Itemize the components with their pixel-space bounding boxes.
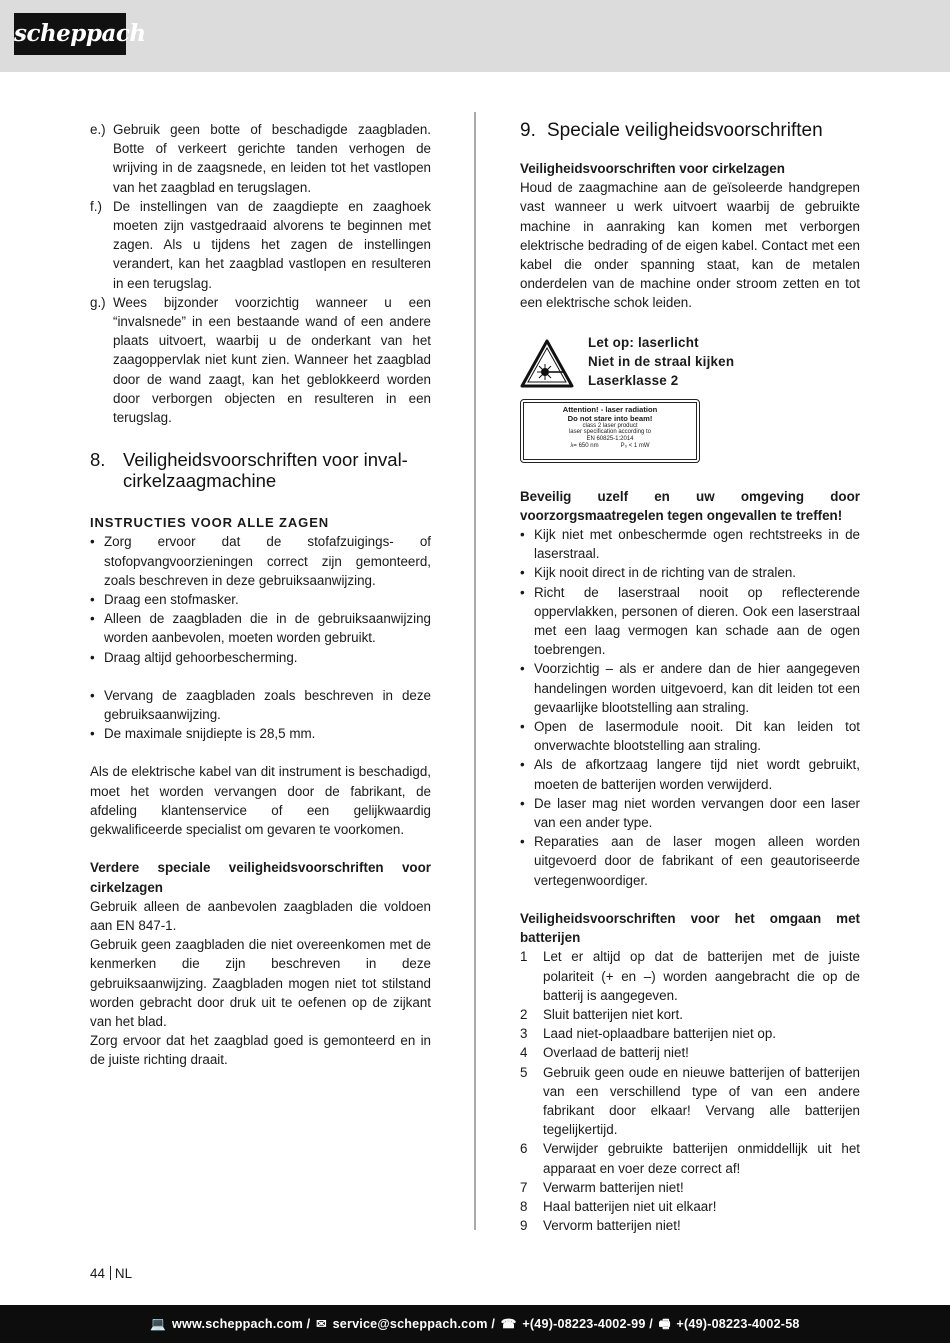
list-item: [90, 120, 431, 197]
mail-icon: ✉: [316, 1317, 327, 1331]
list-item-text: Vervorm batterijen niet!: [543, 1218, 681, 1234]
laser-label-line: Do not stare into beam!: [567, 413, 653, 423]
laser-power: P₀ < 1 mW: [620, 443, 650, 450]
list-item-text: Reparaties aan de laser mogen alleen worden uitgevoerd door de fabrikant of een geautoriseerde vertegenwoordiger.: [534, 834, 860, 888]
list-item-text: Richt de laserstraal nooit op reflecterende oppervlakken, personen of dieren. Ook een laserstraal met een laag vermogen kan schade aan de ogen toebrengen.: [534, 584, 860, 658]
list-item-number: 1: [520, 949, 528, 965]
list-item: • De maximale snijdiepte is 28,5 mm.: [90, 724, 431, 743]
list-item-text: Gebruik geen botte of beschadigde zaagbladen. Botte of verkeert gerichte tanden verhogen de wrijving in de zaagsnede, en leiden tot het vastlopen van het zaagblad en terugslagen.: [113, 122, 431, 195]
list-item: • Open de lasermodule nooit. Dit kan leiden tot onverwachte blootstelling aan straling.: [520, 717, 860, 755]
instructions-heading: INSTRUCTIES VOOR ALLE ZAGEN: [90, 515, 330, 531]
list-item-text: Open de lasermodule nooit. Dit kan leiden tot onverwachte blootstelling aan straling.: [534, 719, 860, 754]
list-item: • Kijk nooit direct in de richting van de stralen.: [520, 563, 860, 582]
section-9-heading: [520, 120, 860, 141]
list-item: • Draag een stofmasker.: [90, 590, 431, 609]
list-item: [520, 1005, 860, 1024]
list-item: • Als de afkortzaag langere tijd niet wordt gebruikt, moeten de batterijen worden verwijderd.: [520, 755, 860, 793]
laser-warning-line: Laserklasse 2: [588, 372, 679, 388]
page-number: [90, 1265, 132, 1283]
list-item: [520, 1139, 860, 1177]
laser-warning-line: Niet in de straal kijken: [588, 353, 735, 369]
laser-label-line: EN 60825-1:2014: [586, 436, 634, 443]
list-item-text: Overlaad de batterij niet!: [543, 1045, 689, 1061]
list-item-number: 2: [520, 1006, 528, 1022]
laser-label: [520, 399, 700, 463]
list-item: [520, 1063, 860, 1140]
bullet-list: [90, 532, 431, 666]
list-item: [520, 1178, 860, 1197]
list-item-text: Laad niet-oplaadbare batterijen niet op.: [543, 1026, 777, 1042]
list-item-number: 9: [520, 1218, 528, 1234]
laser-warning-text: [588, 333, 734, 390]
further-paragraph-2: Gebruik geen zaagbladen die niet overeenkomen met de kenmerken die zijn beschreven in deze gebruiksaanwijzing. Zaagbladen mogen niet tot stilstand worden gebracht door druk uit te oefenen op de zijkant van het blad.: [90, 937, 431, 1029]
list-item-text: De maximale snijdiepte is 28,5 mm.: [104, 726, 316, 742]
bullet-list: [520, 525, 860, 890]
laser-label-line: Attention! - laser radiation: [562, 404, 658, 414]
list-item: [520, 947, 860, 1005]
list-item-label: g.): [90, 294, 106, 310]
header-bar: [0, 0, 950, 72]
left-column: [90, 120, 431, 1070]
lettered-list: [90, 120, 431, 427]
list-item-text: Draag altijd gehoorbescherming.: [104, 649, 298, 665]
section-number: 9.: [520, 120, 536, 141]
list-item-text: Vervang de zaagbladen zoals beschreven in deze gebruiksaanwijzing.: [104, 687, 431, 723]
list-item-number: 6: [520, 1141, 528, 1157]
list-item-text: Zorg ervoor dat de stofafzuigings- of stofopvangvoorzieningen correct zijn gemonteerd, zoals beschreven in deze gebruiksaanwijzing.: [104, 534, 431, 588]
list-item: • Zorg ervoor dat de stofafzuigings- of stofopvangvoorzieningen correct zijn gemonteerd, zoals beschreven in deze gebruiksaanwijzing.: [90, 532, 431, 590]
list-item: [520, 1216, 860, 1235]
list-item-text: De laser mag niet worden vervangen door een laser van een ander type.: [534, 795, 860, 831]
cable-paragraph: Als de elektrische kabel van dit instrument is beschadigd, moet het worden vervangen door de fabrikant, de afdeling klantenservice of een gelijkwaardig gekwalificeerde specialist om gevaren te voorkomen.: [90, 764, 431, 838]
section-8-heading: [90, 449, 431, 491]
list-item: • Kijk niet met onbeschermde ogen rechtstreeks in de laserstraal.: [520, 525, 860, 563]
protect-heading: Beveilig uzelf en uw omgeving door voorzorgsmaatregelen tegen ongevallen te treffen!: [520, 488, 860, 523]
fax-icon: 🖷: [658, 1317, 671, 1331]
battery-heading: Veiligheidsvoorschriften voor het omgaan met batterijen: [520, 910, 860, 946]
list-item: • Reparaties aan de laser mogen alleen worden uitgevoerd door de fabrikant of een geautoriseerde vertegenwoordiger.: [520, 832, 860, 890]
list-item-text: Haal batterijen niet uit elkaar!: [543, 1198, 717, 1214]
list-item-text: Wees bijzonder voorzichtig wanneer u een “invalsnede” in een bestaande wand of een andere plaats uitvoert, waarbij u de onderkant van het zaagoppervlak niet kunt zien. Wanneer het zaagblad door de wand zaagt, kan het geblokkeerd worden door verborgen objecten en resulteren in een terugslag.: [113, 294, 431, 426]
laser-wavelength: λ= 650 nm: [570, 443, 599, 450]
list-item-text: Kijk nooit direct in de richting van de stralen.: [534, 565, 797, 581]
list-item: • Voorzichtig – als er andere dan de hier aangegeven handelingen worden uitgevoerd, kan dit leiden tot een gevaarlijke blootstelling aan straling.: [520, 659, 860, 717]
laser-label-line: class 2 laser product: [582, 422, 638, 429]
list-item-number: 3: [520, 1026, 528, 1042]
numbered-list: [520, 947, 860, 1235]
right-column: [520, 120, 860, 1235]
laser-warning-block: [520, 333, 860, 461]
list-item-text: De instellingen van de zaagdiepte en zaaghoek moeten zijn vastgedraaid alvorens te beginnen met zagen. Als u tijdens het zagen de instellingen verandert, kan het zaagblad vastlopen en resulteren in een terugslag.: [113, 198, 431, 291]
list-item-number: 8: [520, 1198, 528, 1214]
list-item-text: Draag een stofmasker.: [104, 592, 239, 608]
list-item: [90, 197, 431, 293]
page-number-value: 44: [90, 1266, 105, 1281]
brand-logo[interactable]: scheppach: [14, 13, 126, 55]
footer-bar: [0, 1305, 950, 1343]
laser-warning-icon: [520, 339, 574, 389]
email-link[interactable]: service@scheppach.com /: [332, 1317, 496, 1331]
laser-label-line: laser specification according to: [568, 429, 652, 436]
bullet-list: [90, 686, 431, 744]
fax-number: +(49)-08223-4002-58: [676, 1317, 800, 1331]
section-number: 8.: [90, 449, 106, 471]
website-link[interactable]: www.scheppach.com /: [171, 1317, 311, 1331]
phone-number: +(49)-08223-4002-99 /: [522, 1317, 653, 1331]
list-item-text: Sluit batterijen niet kort.: [543, 1006, 683, 1022]
circular-saw-paragraph: Houd de zaagmachine aan de geïsoleerde handgrepen vast wanneer u werk uitvoert waarbij de gebruikte machine in aanraking kan komen met verborgen elektrische bedrading of de eigen kabel. Contact met een kabel die onder spanning staat, kan de metalen onderdelen van de machine onder stroom zetten en tot een elektrische schok leiden.: [520, 180, 860, 311]
list-item-label: f.): [90, 198, 102, 214]
list-item: • Draag altijd gehoorbescherming.: [90, 648, 431, 667]
list-item: • Vervang de zaagbladen zoals beschreven in deze gebruiksaanwijzing.: [90, 686, 431, 724]
circular-saw-heading: Veiligheidsvoorschriften voor cirkelzagen: [520, 161, 785, 176]
list-item: • Richt de laserstraal nooit op reflecterende oppervlakken, personen of dieren. Ook een laserstraal met een laag vermogen kan schade aan de ogen toebrengen.: [520, 583, 860, 660]
list-item: [520, 1024, 860, 1043]
list-item-text: Alleen de zaagbladen die in de gebruiksaanwijzing worden aanbevolen, moeten worden gebruikt.: [104, 611, 431, 646]
list-item: [90, 293, 431, 427]
section-title: Veiligheidsvoorschriften voor inval-cirkelzaagmachine: [123, 449, 408, 492]
list-item-number: 5: [520, 1064, 528, 1080]
phone-icon: ☎: [500, 1317, 517, 1331]
list-item-number: 4: [520, 1045, 528, 1061]
list-item: [520, 1197, 860, 1216]
computer-icon: 💻: [150, 1317, 167, 1331]
list-item: [520, 1043, 860, 1062]
further-paragraph-3: Zorg ervoor dat het zaagblad goed is gemonteerd en in de juiste richting draait.: [90, 1033, 431, 1068]
list-item-text: Voorzichtig – als er andere dan de hier aangegeven handelingen worden uitgevoerd, kan dit leiden tot een gevaarlijke blootstelling aan straling.: [534, 661, 860, 715]
column-divider: [474, 112, 476, 1230]
list-item-text: Verwarm batterijen niet!: [543, 1179, 684, 1195]
list-item-text: Gebruik geen oude en nieuwe batterijen of batterijen van een verschillend type of van een andere fabrikant door elkaar! Vervang alle batterijen tegelijkertijd.: [543, 1064, 860, 1138]
list-item-label: e.): [90, 122, 106, 137]
list-item-text: Verwijder gebruikte batterijen onmiddellijk uit het apparaat en voer deze correct af!: [543, 1141, 860, 1176]
list-item: • Alleen de zaagbladen die in de gebruiksaanwijzing worden aanbevolen, moeten worden gebruikt.: [90, 609, 431, 647]
list-item: • De laser mag niet worden vervangen door een laser van een ander type.: [520, 794, 860, 832]
list-item-text: Als de afkortzaag langere tijd niet wordt gebruikt, moeten de batterijen worden verwijderd.: [534, 757, 860, 792]
list-item-number: 7: [520, 1179, 528, 1195]
further-paragraph-1: Gebruik alleen de aanbevolen zaagbladen die voldoen aan EN 847-1.: [90, 898, 431, 933]
section-title: Speciale veiligheidsvoorschriften: [547, 120, 823, 141]
laser-warning-line: Let op: laserlicht: [588, 334, 699, 350]
list-item-text: Kijk niet met onbeschermde ogen rechtstreeks in de laserstraal.: [534, 527, 860, 562]
list-item-text: Let er altijd op dat de batterijen met de juiste polariteit (+ en –) worden aangebracht die op de batterij is aangegeven.: [543, 949, 860, 1003]
page-language: NL: [114, 1266, 133, 1281]
further-heading: Verdere speciale veiligheidsvoorschriften voor cirkelzagen: [90, 860, 431, 895]
